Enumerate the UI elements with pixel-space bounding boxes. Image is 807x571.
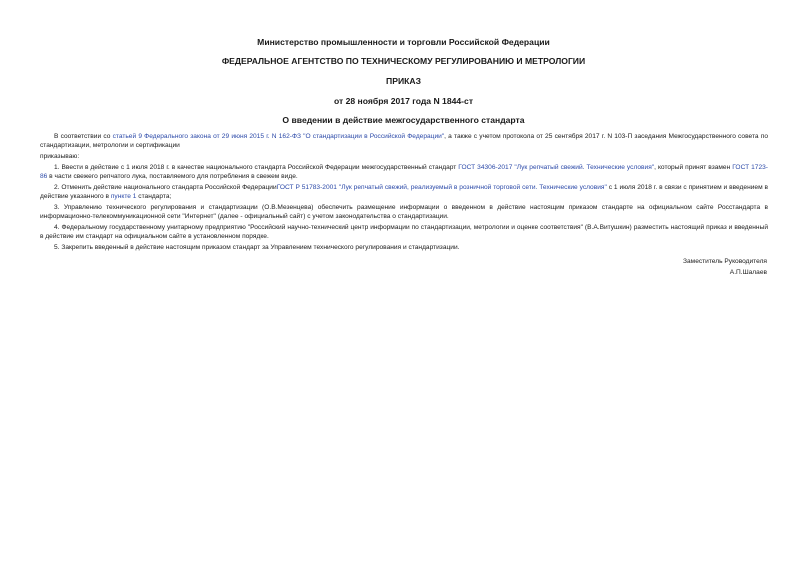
item-1-text-2: , который принят взамен xyxy=(654,163,733,171)
document-date-number: от 28 ноября 2017 года N 1844-ст xyxy=(333,96,474,106)
point-1-link[interactable]: пункте 1 xyxy=(110,193,137,200)
federal-law-link[interactable]: статьей 9 Федерального закона от 29 июня 2015 г. N 162-ФЗ "О стандартизации в Российской Федерации" xyxy=(112,133,445,140)
signature-position: Заместитель Руководителя xyxy=(683,258,767,265)
item-1-text-3: в части свежего репчатого лука, поставляемого для потребления в свежем виде. xyxy=(47,173,298,180)
gost-r-51783-link[interactable]: ГОСТ Р 51783-2001 "Лук репчатый свежий, реализуемый в розничной торговой сети. Технические условия" xyxy=(276,183,607,191)
intro-paragraph xyxy=(40,132,768,151)
document-title: О введении в действие межгосударственного стандарта xyxy=(282,115,525,125)
item-4-paragraph: 4. Федеральному государственному унитарному предприятию "Российский научно-технический центр информации по стандартизации, метрологии и оценке соответствия" (В.А.Витушкин) разместить настоящий приказ и введенный в действие им стандарт на официальном сайте в установленном порядке. xyxy=(40,223,768,240)
ministry-name: Министерство промышленности и торговли Российской Федерации xyxy=(257,37,550,47)
signature-name: А.П.Шалаев xyxy=(729,269,767,276)
intro-text-2: , а также с учетом протокола от 25 сентября 2017 г. N 103-П заседания Межгосударственного совета по стандартизации, метрологии и сертификации xyxy=(40,133,768,150)
document-type: ПРИКАЗ xyxy=(386,76,421,86)
intro-text-1: В соответствии со xyxy=(54,133,113,140)
agency-name: ФЕДЕРАЛЬНОЕ АГЕНТСТВО ПО ТЕХНИЧЕСКОМУ РЕГУЛИРОВАНИЮ И МЕТРОЛОГИИ xyxy=(221,56,586,66)
item-2-text-3: стандарта; xyxy=(136,193,172,200)
item-2-paragraph xyxy=(40,183,768,202)
item-2-text-2: с 1 июля 2018 г. в связи с принятием и введением в действие указанного в xyxy=(40,183,768,200)
document-body xyxy=(40,132,768,253)
gost-34306-link[interactable]: ГОСТ 34306-2017 "Лук репчатый свежий. Технические условия" xyxy=(458,163,655,171)
item-1-paragraph xyxy=(40,163,768,182)
item-1-text-1: 1. Ввести в действие с 1 июля 2018 г. в качестве национального стандарта Российской Федерации межгосударственный стандарт xyxy=(54,163,459,171)
item-5-paragraph: 5. Закрепить введенный в действие настоящим приказом стандарт за Управлением технического регулирования и стандартизации. xyxy=(54,243,460,251)
gost-1723-link[interactable]: ГОСТ 1723-86 xyxy=(40,163,768,180)
item-3-paragraph: 3. Управлению технического регулирования и стандартизации (О.В.Мезенцева) обеспечить размещение информации о введенном в действие настоящим приказом стандарте на официальном сайте Росстандарта в информационно-телекоммуникационной сети "Интернет" (далее - официальный сайт) с учетом законодательства о стандартизации. xyxy=(40,203,768,220)
item-2-text-1: 2. Отменить действие национального стандарта Российской Федерации xyxy=(54,183,277,191)
order-word: приказываю: xyxy=(40,153,80,160)
